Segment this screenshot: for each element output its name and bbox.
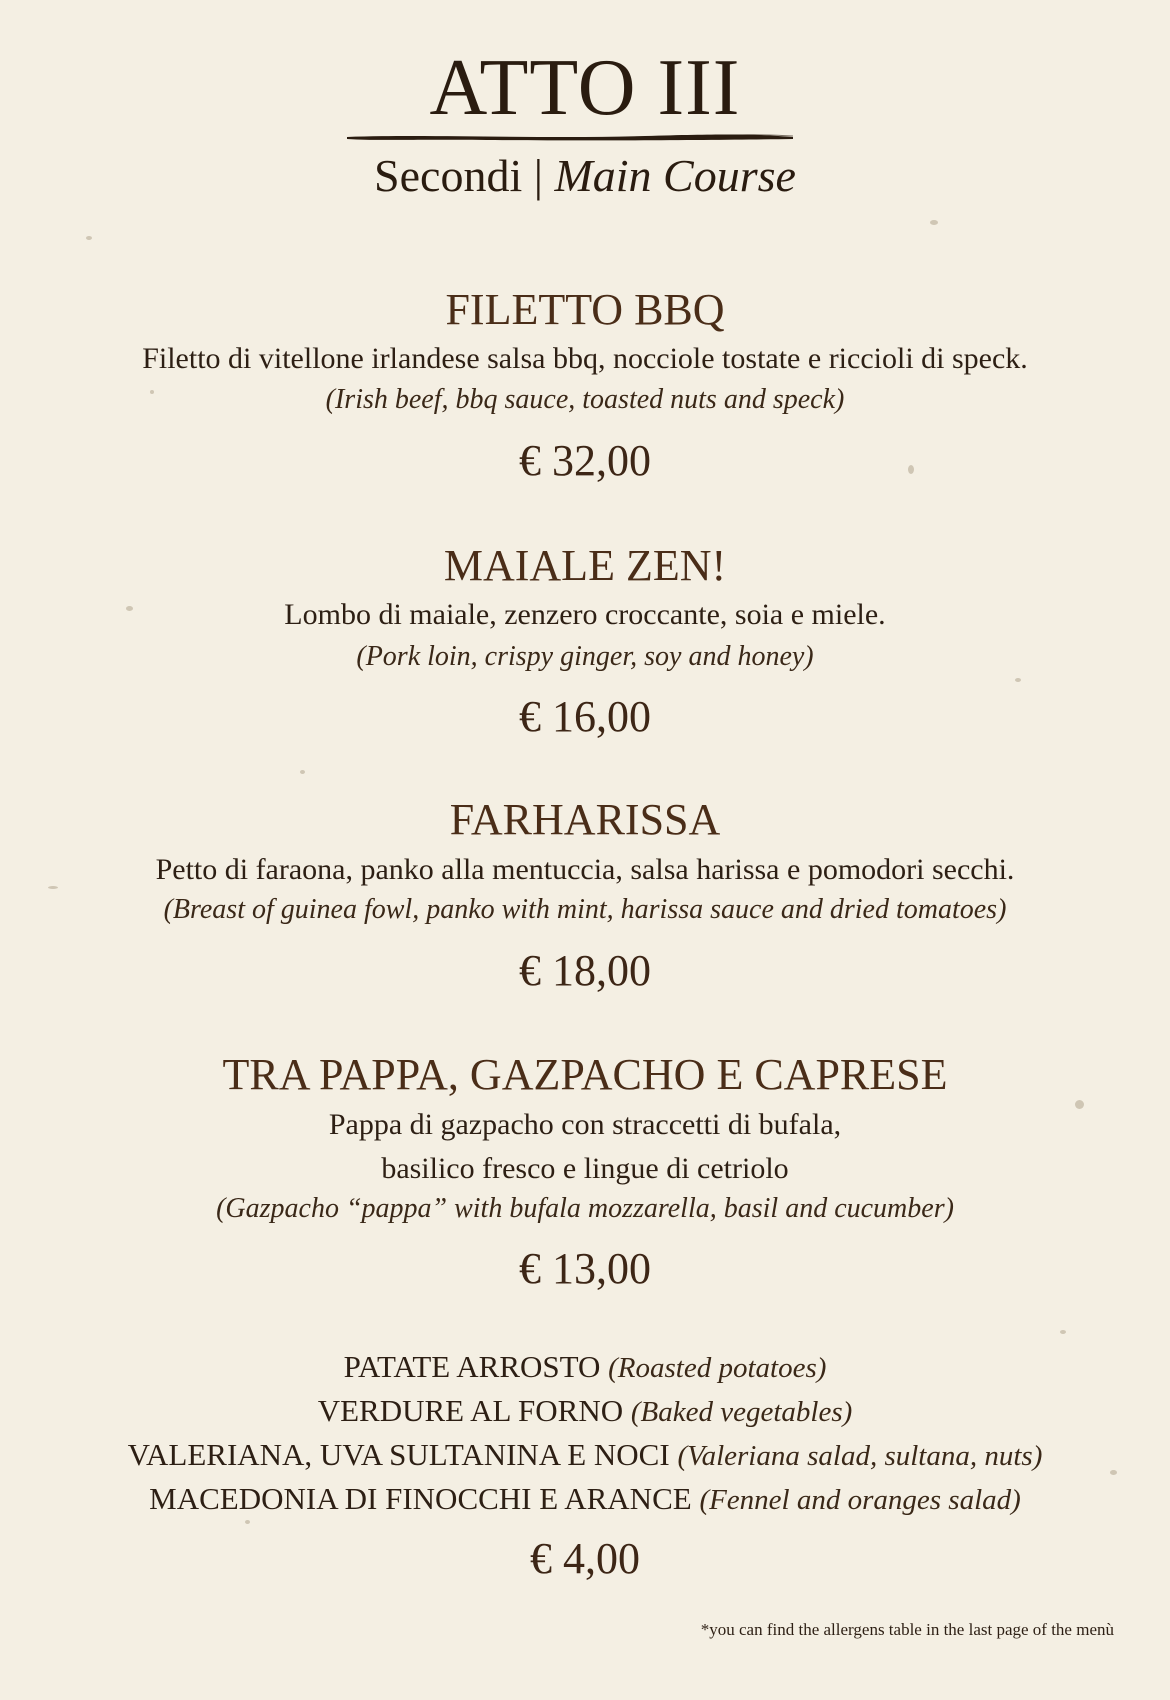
- dish-name: MAIALE ZEN!: [443, 541, 727, 590]
- side-item: [0, 1345, 1170, 1390]
- side-item-name: VALERIANA, UVA SULTANINA E NOCI: [127, 1437, 670, 1472]
- dish-translation: (Pork loin, crispy ginger, soy and honey): [356, 641, 814, 672]
- subtitle-separator: |: [522, 150, 555, 201]
- dish-translation: (Irish beef, bbq sauce, toasted nuts and speck): [325, 384, 845, 415]
- side-item-translation: (Valeriana salad, sultana, nuts): [677, 1440, 1043, 1472]
- side-item-translation: (Fennel and oranges salad): [699, 1484, 1021, 1516]
- side-item: [0, 1433, 1170, 1478]
- dish-description: Filetto di vitellone irlandese salsa bbq, nocciole tostate e riccioli di speck.: [142, 342, 1028, 375]
- side-item-name: MACEDONIA DI FINOCCHI E ARANCE: [149, 1481, 692, 1516]
- dish-translation: (Breast of guinea fowl, panko with mint, harissa sauce and dried tomatoes): [163, 894, 1007, 925]
- page-title: ATTO III: [429, 44, 741, 132]
- section-subtitle: [0, 148, 1170, 204]
- dish-description: Petto di faraona, panko alla mentuccia, salsa harissa e pomodori secchi.: [155, 853, 1015, 886]
- side-item-translation: (Roasted potatoes): [608, 1352, 827, 1384]
- dish-description: Pappa di gazpacho con straccetti di bufala,: [328, 1108, 842, 1141]
- dish-description: basilico fresco e lingue di cetriolo: [381, 1152, 789, 1185]
- side-item: [0, 1477, 1170, 1522]
- brush-underline: [345, 132, 795, 142]
- dish-translation: (Gazpacho “pappa” with bufala mozzarella, basil and cucumber): [216, 1193, 954, 1224]
- dish-description: Lombo di maiale, zenzero croccante, soia e miele.: [284, 598, 886, 631]
- side-item-name: PATATE ARROSTO: [343, 1349, 601, 1384]
- dish-price: € 16,00: [519, 692, 651, 741]
- dish-price: € 18,00: [519, 946, 651, 995]
- sides-price: € 4,00: [530, 1534, 640, 1583]
- dish-name: TRA PAPPA, GAZPACHO E CAPRESE: [222, 1050, 948, 1099]
- dish-name: FARHARISSA: [449, 795, 721, 844]
- side-item-translation: (Baked vegetables): [630, 1396, 853, 1428]
- dish-name: FILETTO BBQ: [445, 285, 725, 334]
- dish-price: € 32,00: [519, 436, 651, 485]
- subtitle-english: Main Course: [554, 150, 796, 201]
- allergens-note: *you can find the allergens table in the last page of the menù: [700, 1620, 1114, 1639]
- side-item: [0, 1389, 1170, 1434]
- dish-price: € 13,00: [519, 1244, 651, 1293]
- side-item-name: VERDURE AL FORNO: [317, 1393, 624, 1428]
- subtitle-italian: Secondi: [374, 150, 523, 201]
